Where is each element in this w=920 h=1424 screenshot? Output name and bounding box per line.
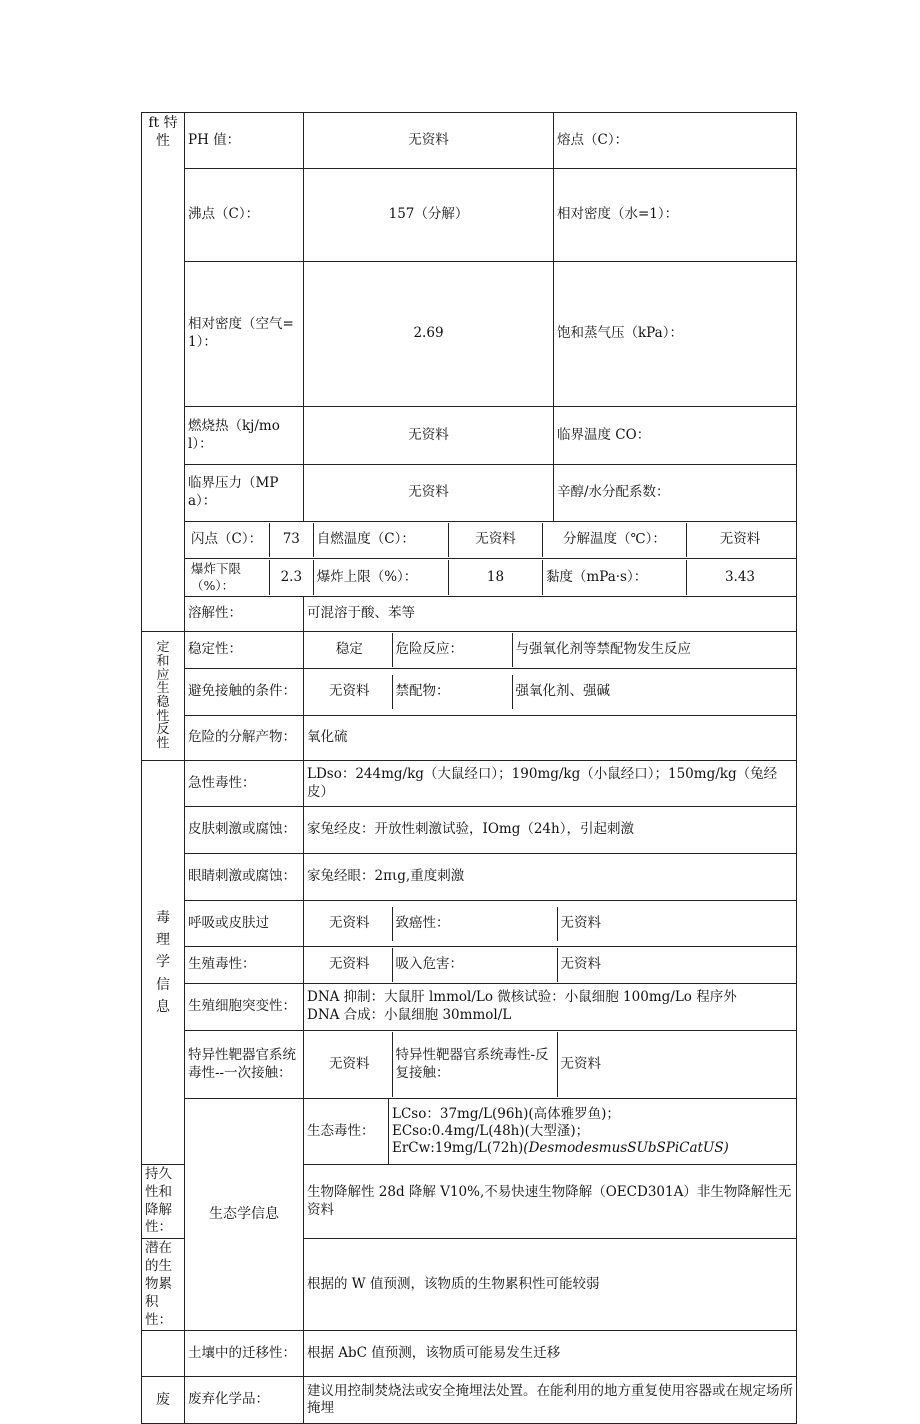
flash-point-label: 闪点（C）：: [191, 531, 263, 548]
germ-cell-mutagenicity-value: [304, 984, 797, 1031]
autoignition-temperature-value: 无资料: [449, 523, 543, 557]
avoid-conditions-row: [304, 669, 797, 716]
solubility-value: 可混溶于酸、苯等: [304, 597, 797, 632]
section-toxicology-text: 毒理学信息: [156, 909, 170, 1016]
bioaccumulation-value: 根据的 W 值预测，该物质的生物累积性可能较弱: [304, 1239, 797, 1331]
critical-pressure-value: 无资料: [304, 465, 554, 522]
avoid-conditions-label: 避免接触的条件：: [185, 669, 304, 716]
ph-value: 无资料: [304, 113, 554, 169]
carcinogenicity-label: 致癌性：: [392, 907, 557, 941]
incompatible-materials-value: 强氧化剂、强碱: [512, 675, 797, 709]
lower-explosion-limit-label: 爆炸下限（%）：: [191, 561, 242, 593]
avoid-conditions-value: 无资料: [329, 683, 370, 700]
stot-repeat-value: 无资料: [557, 1032, 797, 1097]
stability-row: [304, 632, 797, 669]
eye-irritation-value: 家兔经眼：2πιg,重度刺激: [304, 854, 797, 901]
flash-point-value: 73: [269, 523, 313, 557]
relative-density-water-label: 相对密度（水=1）：: [554, 169, 797, 261]
section-stability-reactivity: [142, 632, 185, 761]
hazardous-reaction-label: 危险反应：: [392, 633, 512, 667]
germ-cell-mutagenicity-line-2: DNA 合成：小鼠细胞 30mmol/L: [307, 1007, 512, 1023]
soil-mobility-label: 土壤中的迁移性：: [185, 1331, 304, 1377]
msds-properties-table: [141, 112, 797, 1424]
boiling-point-label: 沸点（C）：: [185, 169, 304, 261]
stot-single-value: 无资料: [329, 1055, 370, 1072]
eye-irritation-label: 眼睛刺激或腐蚀：: [185, 854, 304, 901]
relative-density-air-label: 相对密度（空气=1）：: [185, 261, 304, 407]
ecotoxicity-line-3: [392, 1140, 793, 1157]
decomposition-products-value: 氧化硫: [304, 716, 797, 761]
decomposition-temperature-label: 分解温度（℃）：: [542, 523, 686, 557]
reproductive-toxicity-label: 生殖毒性：: [185, 947, 304, 984]
section-ecology-text: 生态学信息: [209, 1206, 279, 1223]
sensitization-value: 无资料: [329, 914, 370, 931]
stot-row: [304, 1031, 797, 1099]
skin-irritation-label: 皮肤刺激或腐蚀：: [185, 807, 304, 854]
section-ecology: [185, 1099, 304, 1331]
viscosity-label: 黏度（mPa·s）：: [542, 560, 686, 595]
decomposition-products-label: 危险的分解产物：: [185, 716, 304, 761]
carcinogenicity-value: 无资料: [557, 907, 797, 941]
stot-single-label: 特异性靶器官系统毒性--一次接触：: [185, 1031, 304, 1099]
vapor-pressure-label: 饱和蒸气压（kPa）：: [554, 261, 797, 407]
persistence-value: 生物降解性 28d 降解 V10%,不易快速生物降解（OECD301A）非生物降解性无资料: [304, 1165, 797, 1239]
reproductive-aspiration-row: [304, 947, 797, 984]
hazardous-reaction-value: 与强氧化剂等禁配物发生反应: [512, 633, 797, 667]
waste-chemical-value: 建议用控制焚烧法或安全掩埋法处置。在能利用的地方重复使用容器或在规定场所掩埋: [304, 1377, 797, 1424]
ecotoxicity-line-3-prefix: ErCw:19mg/L(72h): [392, 1139, 524, 1156]
reproductive-toxicity-value: 无资料: [329, 956, 370, 973]
upper-explosion-limit-label: 爆炸上限（%）：: [313, 560, 448, 595]
acute-toxicity-label: 急性毒性：: [185, 761, 304, 807]
waste-chemical-label: 废弃化学品：: [185, 1377, 304, 1424]
ecotoxicity-label: 生态毒性：: [304, 1099, 389, 1165]
stot-repeat-label: 特异性靶器官系统毒性-反复接触：: [392, 1032, 557, 1097]
combustion-heat-value: 无资料: [304, 407, 554, 465]
upper-explosion-limit-value: 18: [449, 560, 543, 595]
stability-label: 稳定性：: [185, 632, 304, 669]
solubility-label: 溶解性：: [185, 597, 304, 632]
combustion-heat-label: 燃烧热（kj/mol）：: [185, 407, 304, 465]
section-physical-properties: ft 特性: [142, 113, 185, 632]
germ-cell-mutagenicity-line-1: DNA 抑制：大鼠肝 lmmol/Lo 微核试验：小鼠细胞 100mg/Lo 程序外: [307, 989, 737, 1006]
acute-toxicity-value: LDso：244mg/kg（大鼠经口）；190mg/kg（小鼠经口）；150mg/kg（兔经皮）: [304, 761, 797, 807]
critical-pressure-label: 临界压力（MPa）：: [185, 465, 304, 522]
lower-explosion-limit-value: 2.3: [269, 560, 313, 595]
explosion-limits-viscosity-row: [185, 559, 797, 597]
aspiration-hazard-label: 吸入危害：: [392, 948, 557, 982]
skin-irritation-value: 家兔经皮：开放性刺激试验，IOmg（24h），引起刺激: [304, 807, 797, 854]
autoignition-temperature-label: 自燃温度（C）：: [313, 523, 448, 557]
partition-coefficient-label: 辛醇/水分配系数：: [554, 465, 797, 522]
germ-cell-mutagenicity-label: 生殖细胞突变性：: [185, 984, 304, 1031]
relative-density-air-value: 2.69: [304, 261, 554, 407]
viscosity-value: 3.43: [686, 560, 793, 595]
section-stability-reactivity-text: 定和应生稳性反性: [156, 640, 170, 751]
persistence-label: 持久性和降解性：: [142, 1165, 185, 1239]
section-toxicology: [142, 761, 185, 1165]
bioaccumulation-label: 潜在的生物累积性：: [142, 1239, 185, 1331]
ecotoxicity-line-1: LCso：37mg/L(96h)(高体雅罗鱼)；: [392, 1106, 620, 1123]
ecotoxicity-value: [389, 1099, 797, 1165]
critical-temperature-label: 临界温度 CO：: [554, 407, 797, 465]
mobility-section-cell: [142, 1331, 185, 1377]
incompatible-materials-label: 禁配物：: [392, 675, 512, 709]
ecotoxicity-line-2: ECso:0.4mg/L(48h)(大型溞)；: [392, 1123, 590, 1140]
flash-autoignition-decomposition-row: [185, 522, 797, 559]
melting-point-label: 熔点（C）：: [554, 113, 797, 169]
section-waste: 废: [142, 1377, 185, 1424]
sensitization-carcinogenicity-row: [304, 901, 797, 947]
ecotoxicity-species: (DesmodesmusSUbSPiCatUS): [523, 1139, 729, 1156]
decomposition-temperature-value: 无资料: [686, 523, 793, 557]
soil-mobility-value: 根据 AbC 值预测，该物质可能易发生迁移: [304, 1331, 797, 1377]
stability-value: 稳定: [335, 641, 363, 658]
sensitization-label: 呼吸或皮肤过: [185, 901, 304, 947]
boiling-point-value: 157（分解）: [304, 169, 554, 261]
ph-label: PH 值：: [185, 113, 304, 169]
aspiration-hazard-value: 无资料: [557, 948, 797, 982]
